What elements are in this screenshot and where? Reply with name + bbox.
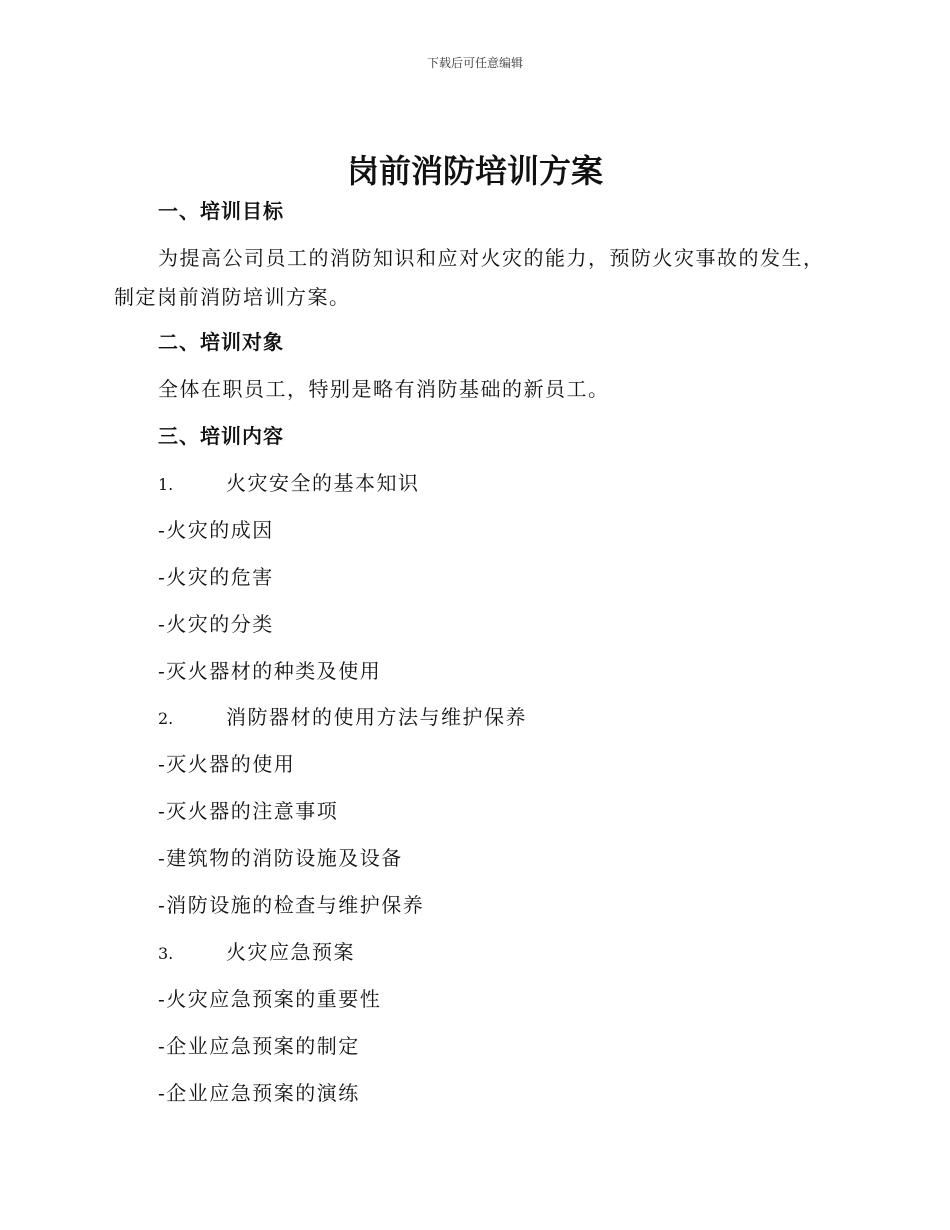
item-title: 消防器材的使用方法与维护保养 [226,705,527,729]
content-item-2 [158,703,527,733]
list-item: -建筑物的消防设施及设备 [158,846,403,870]
list-item: -火灾的成因 [158,518,274,542]
list-item: -企业应急预案的制定 [158,1034,360,1058]
content-item-1 [158,469,420,499]
list-item: -灭火器的使用 [158,752,296,776]
list-item: -火灾的危害 [158,565,274,589]
item-number: 3. [158,944,174,963]
item-number: 1. [158,475,174,494]
list-item: -消防设施的检查与维护保养 [158,893,425,917]
list-item: -灭火器的注意事项 [158,799,339,823]
section-heading-content: 三、培训内容 [158,424,284,448]
document-title: 岗前消防培训方案 [346,152,603,190]
list-item: -火灾应急预案的重要性 [158,987,382,1011]
item-title: 火灾应急预案 [226,940,355,964]
item-number: 2. [158,709,174,728]
section-paragraph-objective: 为提高公司员工的消防知识和应对火灾的能力，预防火灾事故的发生，制定岗前消防培训方案。 [114,246,825,309]
item-title: 火灾安全的基本知识 [226,471,420,495]
section-heading-audience: 二、培训对象 [158,330,284,354]
section-heading-objective: 一、培训目标 [158,199,284,223]
section-paragraph-audience: 全体在职员工，特别是略有消防基础的新员工。 [158,377,610,401]
list-item: -企业应急预案的演练 [158,1081,360,1105]
list-item: -火灾的分类 [158,612,274,636]
content-item-3 [158,938,355,968]
header-note: 下载后可任意编辑 [426,56,523,70]
list-item: -灭火器材的种类及使用 [158,659,382,683]
